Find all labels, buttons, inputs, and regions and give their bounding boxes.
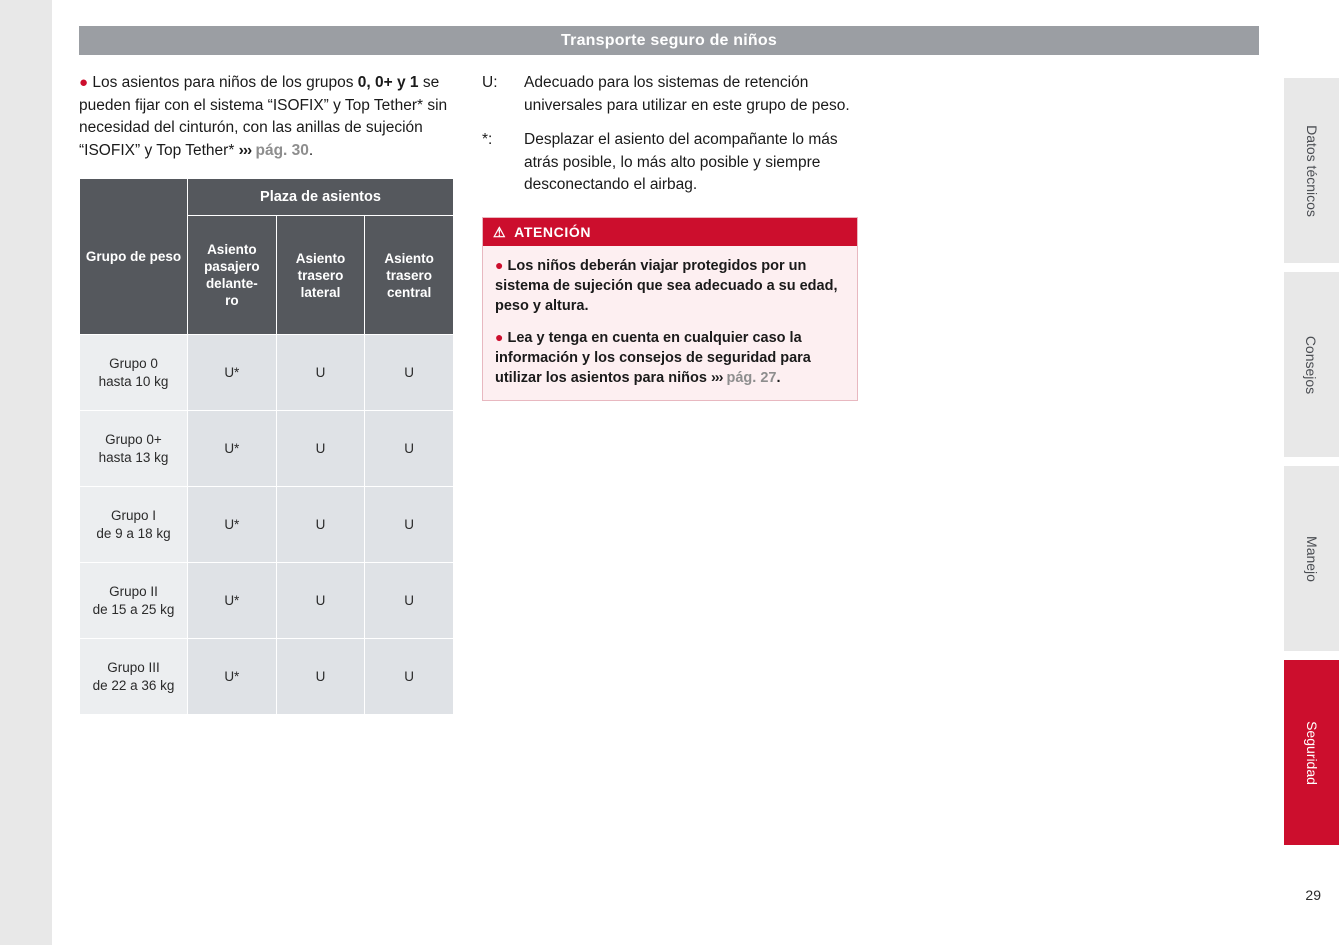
right-column [482, 72, 858, 401]
cell-group3-rear-side: U [276, 639, 365, 715]
group-name: Grupo I [110, 507, 157, 523]
table-row [80, 335, 454, 411]
cell-group0-rear-side: U [276, 335, 365, 411]
cell-group1-rear-side: U [276, 487, 365, 563]
warning-header [483, 218, 857, 246]
cell-group0-front: U* [188, 335, 277, 411]
warning-text-2: Lea y tenga en cuenta en cualquier caso la información y los consejos de seguridad para utilizar los asientos para niños [495, 329, 811, 386]
warning-paragraph-2 [495, 328, 845, 388]
cell-group1-rear-center: U [365, 487, 454, 563]
chevron-right-icon: ››› [238, 141, 252, 159]
legend-key-u: U: [482, 74, 498, 91]
table-col-header-seat-positions: Plaza de asientos [188, 179, 454, 216]
row-label-group-3 [80, 639, 188, 715]
row-label-group-1 [80, 487, 188, 563]
tab-manejo[interactable] [1284, 466, 1339, 651]
table-col-header-weight-group: Grupo de peso [80, 179, 188, 335]
table-col-header-front-passenger: Asiento pasajero delante- ro [188, 216, 277, 335]
table-row [80, 563, 454, 639]
cell-group3-front: U* [188, 639, 277, 715]
table-row [80, 411, 454, 487]
intro-text-part-1: Los asientos para niños de los grupos [92, 74, 358, 91]
intro-paragraph [79, 72, 454, 162]
bullet-icon: ● [495, 256, 504, 273]
warning-title: ATENCIÓN [514, 223, 592, 240]
cell-group0plus-rear-side: U [276, 411, 365, 487]
cell-group2-rear-side: U [276, 563, 365, 639]
cell-group3-rear-center: U [365, 639, 454, 715]
warning-box [482, 217, 858, 401]
left-margin-strip [0, 0, 52, 945]
group-range: de 9 a 18 kg [96, 525, 171, 541]
tab-label-seguridad: Seguridad [1303, 720, 1320, 785]
warning-cross-reference-label: pág. 27 [726, 369, 777, 386]
group-range: de 22 a 36 kg [92, 677, 175, 693]
warning-paragraph-1 [495, 256, 845, 316]
cell-group2-rear-center: U [365, 563, 454, 639]
cross-reference-label: pág. 30 [255, 141, 309, 159]
table-col-header-rear-center: Asiento trasero central [365, 216, 454, 335]
left-column [79, 72, 454, 715]
cell-group2-front: U* [188, 563, 277, 639]
warning-text-1: Los niños deberán viajar protegidos por un sistema de sujeción que sea adecuado a su edad, peso y altura. [495, 257, 838, 314]
warning-triangle-icon: ⚠ [493, 223, 507, 240]
cross-reference-link[interactable] [239, 142, 309, 159]
intro-text-groups: 0, 0+ y 1 [357, 74, 419, 91]
child-seat-positions-table [79, 178, 454, 715]
warning-body [483, 246, 857, 400]
group-range: hasta 13 kg [98, 449, 169, 465]
group-name: Grupo III [107, 659, 160, 675]
legend-text-u: Adecuado para los sistemas de retención universales para utilizar en este grupo de peso. [524, 74, 850, 114]
chevron-right-icon: ››› [710, 369, 723, 386]
cell-group0plus-front: U* [188, 411, 277, 487]
section-tabs [1284, 0, 1339, 945]
bullet-icon: ● [495, 328, 504, 345]
tab-label-consejos: Consejos [1303, 335, 1320, 394]
intro-text-part-2: se pueden fijar con el sistema “ISOFIX” y Top Tether* sin necesidad del cinturón, con las anillas de sujeción “ISOFIX” y Top Tether* [79, 74, 448, 159]
warning-cross-reference-link[interactable] [711, 370, 777, 386]
tab-seguridad[interactable] [1284, 660, 1339, 845]
intro-text-trailing: . [308, 141, 314, 159]
tab-consejos[interactable] [1284, 272, 1339, 457]
tab-label-manejo: Manejo [1303, 535, 1320, 582]
group-name: Grupo 0+ [105, 431, 162, 447]
page-number: 29 [1305, 887, 1321, 903]
tab-label-datos-tecnicos: Datos técnicos [1303, 124, 1320, 217]
cell-group1-front: U* [188, 487, 277, 563]
table-row [80, 639, 454, 715]
row-label-group-2 [80, 563, 188, 639]
table-row [80, 487, 454, 563]
bullet-icon: ● [79, 74, 89, 91]
legend-key-asterisk: *: [482, 131, 493, 148]
table-col-header-rear-side: Asiento trasero lateral [276, 216, 365, 335]
row-label-group-0plus [80, 411, 188, 487]
tab-datos-tecnicos[interactable] [1284, 78, 1339, 263]
legend-item-u [482, 72, 858, 117]
legend-item-asterisk [482, 129, 858, 197]
cell-group0-rear-center: U [365, 335, 454, 411]
legend-text-asterisk: Desplazar el asiento del acompañante lo más atrás posible, lo más alto posible y siempre desconectando el airbag. [524, 131, 838, 193]
group-name: Grupo II [109, 583, 158, 599]
group-name: Grupo 0 [109, 355, 158, 371]
group-range: hasta 10 kg [98, 373, 169, 389]
table-header-row-1 [80, 179, 454, 216]
row-label-group-0 [80, 335, 188, 411]
warning-text-2-trailing: . [776, 369, 781, 386]
group-range: de 15 a 25 kg [92, 601, 175, 617]
page-header-title: Transporte seguro de niños [79, 26, 1259, 55]
cell-group0plus-rear-center: U [365, 411, 454, 487]
